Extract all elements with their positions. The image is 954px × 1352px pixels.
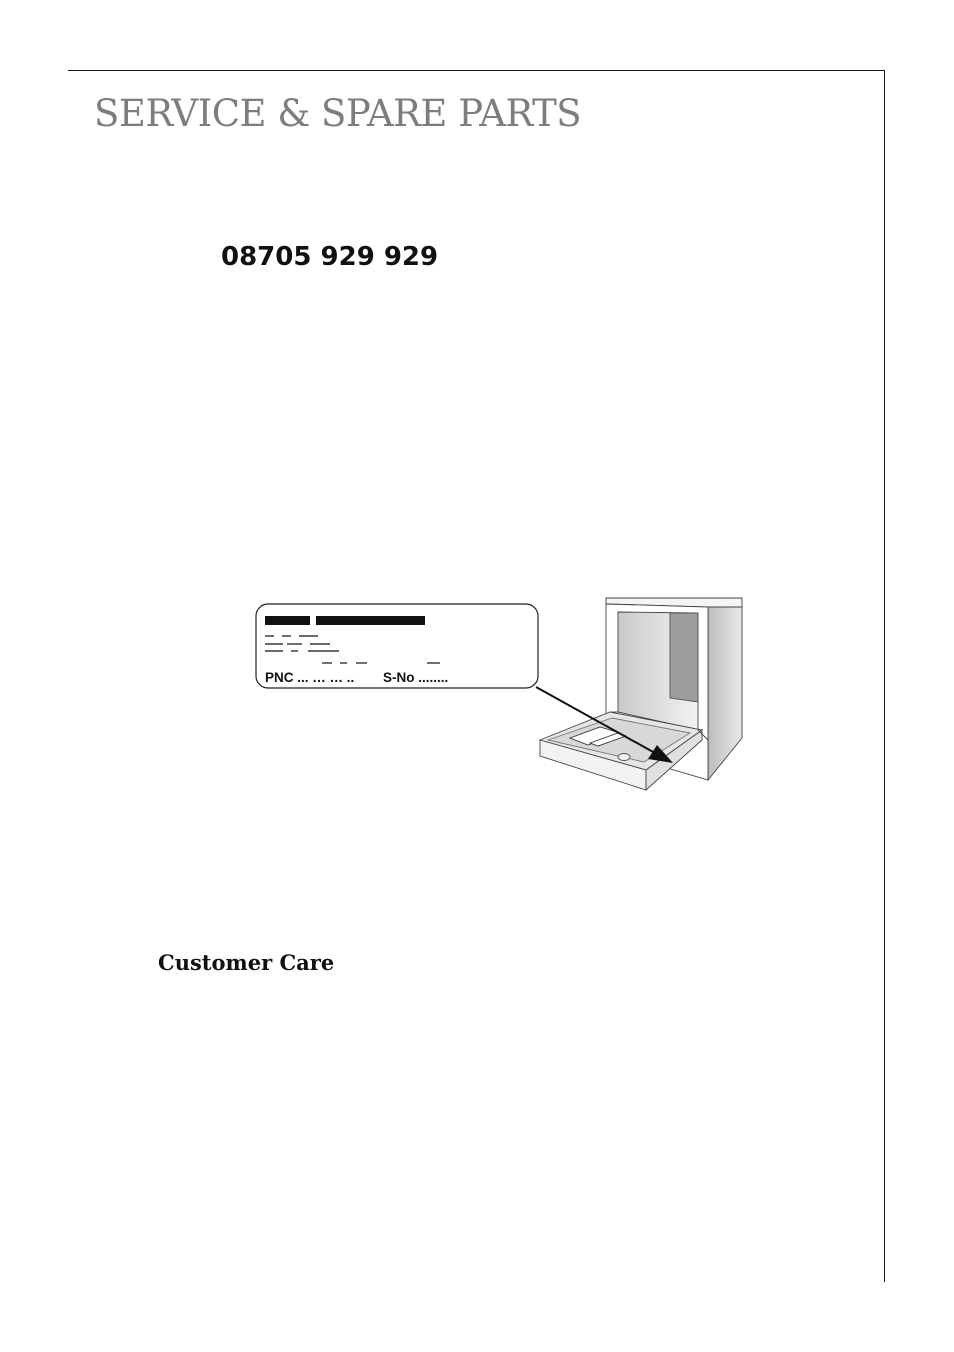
customer-care-heading: Customer Care <box>158 950 335 975</box>
pnc-label: PNC ... … … .. <box>265 670 355 685</box>
rating-plate-location-illustration <box>250 590 750 800</box>
service-phone-number: 08705 929 929 <box>221 242 439 272</box>
top-rule <box>68 70 885 71</box>
dishwasher-drawing <box>540 598 742 790</box>
rating-plate <box>256 604 538 688</box>
right-margin-rule <box>884 70 885 1282</box>
serial-number-label: S-No ........ <box>383 670 449 685</box>
page-title: SERVICE & SPARE PARTS <box>94 92 582 135</box>
